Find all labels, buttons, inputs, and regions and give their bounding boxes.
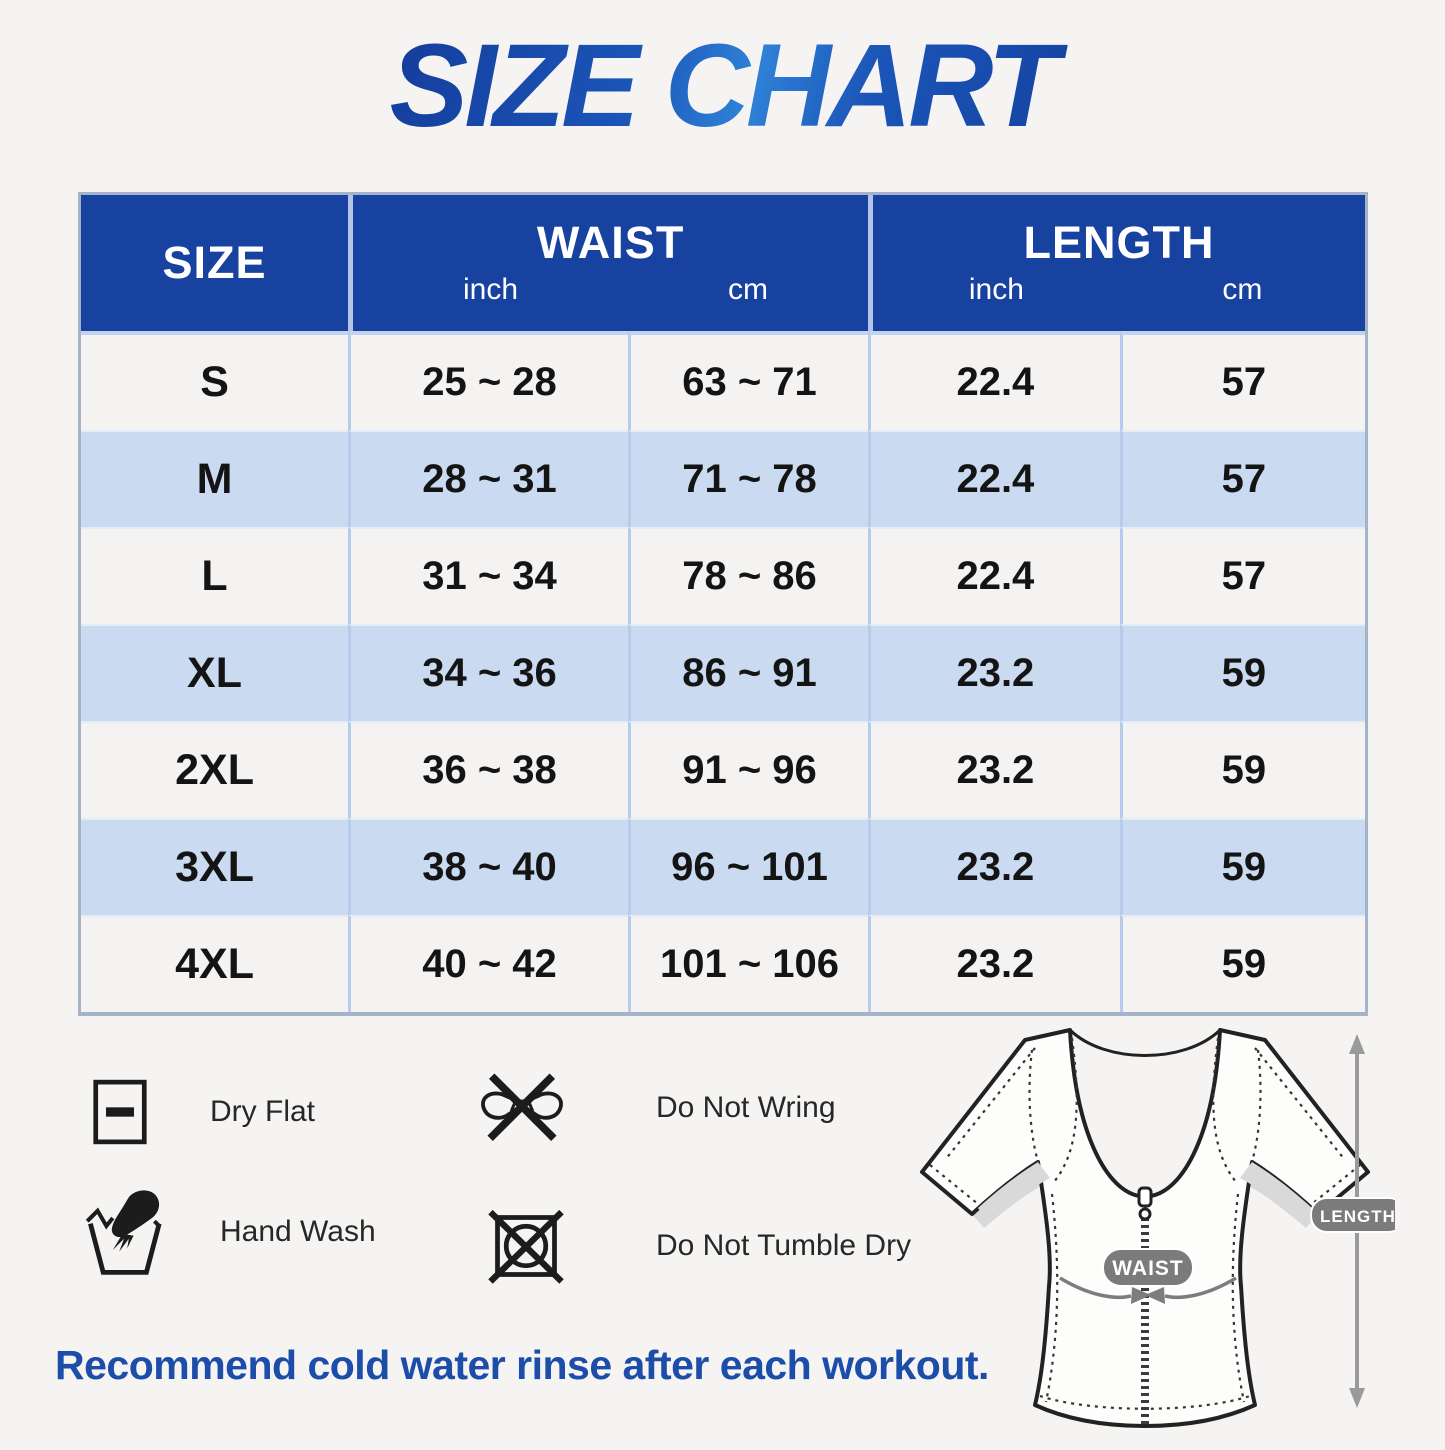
care-item-dry-flat — [92, 1078, 315, 1146]
dry-flat-icon — [92, 1078, 148, 1146]
care-label: Hand Wash — [220, 1215, 376, 1248]
cell-length_inch: 23.2 — [868, 624, 1120, 721]
table-header — [81, 195, 1365, 331]
hand-wash-icon — [84, 1186, 164, 1278]
cell-waist_cm: 96 ~ 101 — [628, 818, 868, 915]
size-chart-table — [78, 192, 1368, 1016]
cell-waist_inch: 31 ~ 34 — [348, 527, 628, 624]
table-row — [81, 818, 1365, 915]
cell-waist_inch: 34 ~ 36 — [348, 624, 628, 721]
cell-waist_cm: 101 ~ 106 — [628, 915, 868, 1012]
cell-length_cm: 59 — [1120, 915, 1365, 1012]
cell-size: 4XL — [81, 915, 348, 1012]
table-row — [81, 331, 1365, 430]
table-row — [81, 527, 1365, 624]
header-size: SIZE — [81, 195, 348, 331]
cell-length_cm: 57 — [1120, 527, 1365, 624]
do-not-wring-icon — [476, 1070, 568, 1146]
cell-size: 3XL — [81, 818, 348, 915]
cell-waist_inch: 25 ~ 28 — [348, 331, 628, 430]
cell-length_inch: 23.2 — [868, 721, 1120, 818]
care-label: Dry Flat — [210, 1095, 315, 1128]
cell-waist_cm: 78 ~ 86 — [628, 527, 868, 624]
cell-size: XL — [81, 624, 348, 721]
cell-waist_inch: 38 ~ 40 — [348, 818, 628, 915]
header-length-cm: cm — [1120, 271, 1365, 331]
care-item-do-not-wring — [476, 1070, 836, 1146]
header-waist-cm: cm — [628, 271, 868, 331]
cell-waist_cm: 71 ~ 78 — [628, 430, 868, 527]
cell-waist_inch: 28 ~ 31 — [348, 430, 628, 527]
cell-size: 2XL — [81, 721, 348, 818]
cell-length_cm: 57 — [1120, 430, 1365, 527]
care-item-do-not-tumble-dry — [488, 1206, 911, 1286]
header-waist-inch: inch — [348, 271, 628, 331]
waist-badge-label: WAIST — [1112, 1257, 1184, 1280]
header-length-inch: inch — [868, 271, 1120, 331]
cell-size: M — [81, 430, 348, 527]
length-badge-label: LENGTH — [1320, 1207, 1395, 1226]
cell-length_cm: 57 — [1120, 331, 1365, 430]
do-not-tumble-dry-icon — [488, 1206, 564, 1286]
cell-length_inch: 22.4 — [868, 331, 1120, 430]
cell-length_inch: 22.4 — [868, 430, 1120, 527]
cell-length_inch: 22.4 — [868, 527, 1120, 624]
cell-length_cm: 59 — [1120, 624, 1365, 721]
cell-waist_cm: 63 ~ 71 — [628, 331, 868, 430]
cell-length_inch: 23.2 — [868, 915, 1120, 1012]
cell-waist_cm: 86 ~ 91 — [628, 624, 868, 721]
header-length: LENGTH — [868, 195, 1365, 271]
page-title: SIZE CHART — [0, 18, 1445, 154]
header-waist: WAIST — [348, 195, 868, 271]
cell-waist_inch: 36 ~ 38 — [348, 721, 628, 818]
cell-size: S — [81, 331, 348, 430]
care-label: Do Not Tumble Dry — [656, 1229, 912, 1262]
cell-length_inch: 23.2 — [868, 818, 1120, 915]
table-row — [81, 721, 1365, 818]
cell-size: L — [81, 527, 348, 624]
cell-length_cm: 59 — [1120, 818, 1365, 915]
table-row — [81, 624, 1365, 721]
care-item-hand-wash — [84, 1186, 376, 1278]
size-table-body — [81, 331, 1365, 1012]
care-label: Do Not Wring — [656, 1091, 836, 1124]
footer-note: Recommend cold water rinse after each workout. — [55, 1342, 989, 1388]
table-row — [81, 430, 1365, 527]
cell-length_cm: 59 — [1120, 721, 1365, 818]
cell-waist_cm: 91 ~ 96 — [628, 721, 868, 818]
cell-waist_inch: 40 ~ 42 — [348, 915, 628, 1012]
table-row — [81, 915, 1365, 1012]
